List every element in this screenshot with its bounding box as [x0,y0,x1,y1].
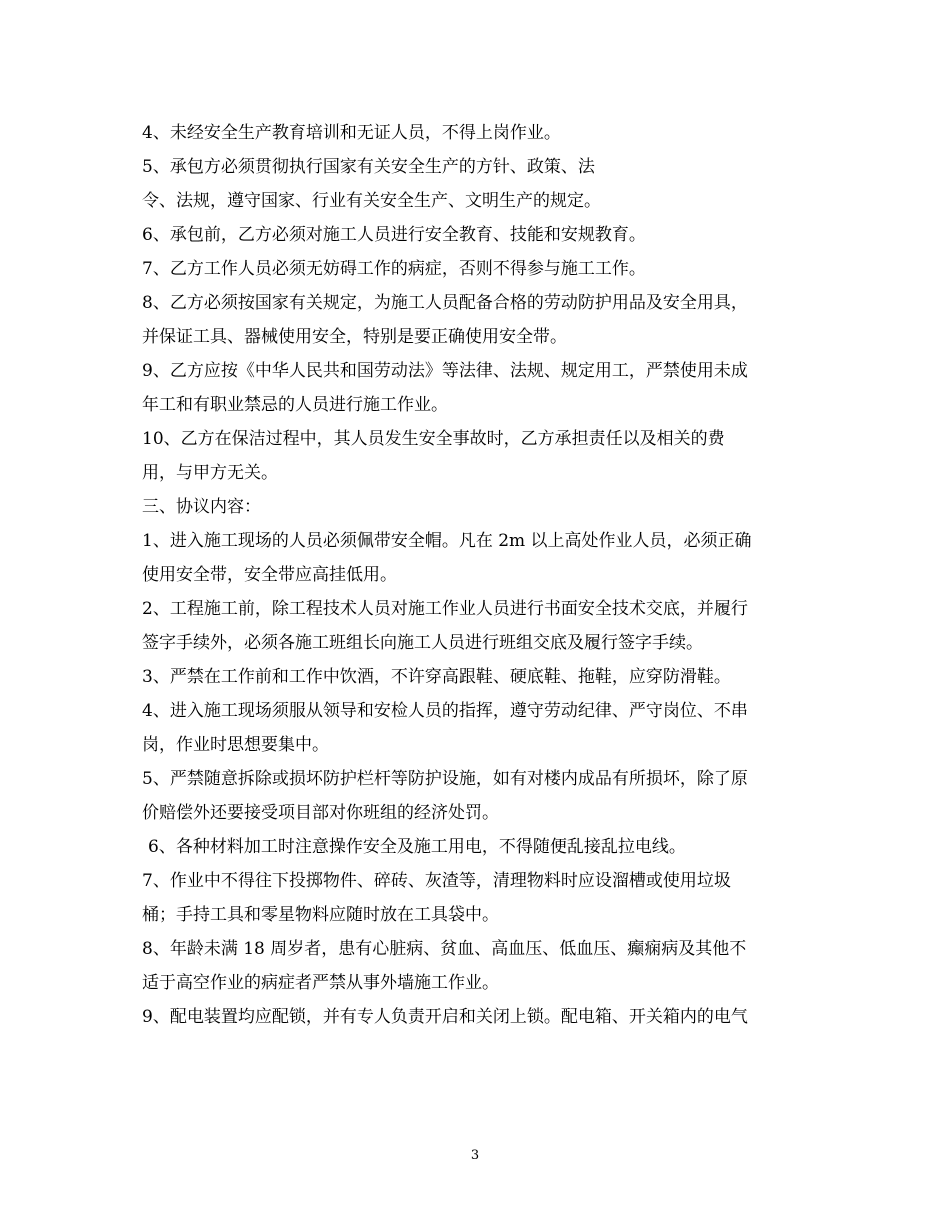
text-line: 并保证工具、器械使用安全，特别是要正确使用安全带。 [142,327,567,347]
text-line: 适于高空作业的病症者严禁从事外墙施工作业。 [142,973,499,993]
text-line: 8、乙方必须按国家有关规定，为施工人员配备合格的劳动防护用品及安全用具， [142,293,748,313]
text-line: 年工和有职业禁忌的人员进行施工作业。 [142,395,448,415]
text-line: 3、严禁在工作前和工作中饮酒，不许穿高跟鞋、硬底鞋、拖鞋，应穿防滑鞋。 [142,667,731,687]
text-line: 令、法规，遵守国家、行业有关安全生产、文明生产的规定。 [142,191,601,211]
text-line: 9、配电装置均应配锁，并有专人负责开启和关闭上锁。配电箱、开关箱内的电气 [142,1007,748,1027]
text-line: 岗，作业时思想要集中。 [142,735,329,755]
text-line: 7、作业中不得往下投掷物件、碎砖、灰渣等，清理物料时应设溜槽或使用垃圾 [142,871,731,891]
text-line: 签字手续外，必须各施工班组长向施工人员进行班组交底及履行签字手续。 [142,633,703,653]
text-line: 使用安全带，安全带应高挂低用。 [142,565,397,585]
text-line: 10、乙方在保洁过程中，其人员发生安全事故时，乙方承担责任以及相关的费 [142,429,725,449]
text-line: 7、乙方工作人员必须无妨碍工作的病症，否则不得参与施工工作。 [142,259,646,279]
text-line: 用，与甲方无关。 [142,463,278,483]
text-line: 价赔偿外还要接受项目部对你班组的经济处罚。 [142,803,499,823]
text-line: 1、进入施工现场的人员必须佩带安全帽。凡在 2m 以上高处作业人员，必须正确 [142,531,752,551]
text-line: 6、各种材料加工时注意操作安全及施工用电，不得随便乱接乱拉电线。 [148,837,686,857]
text-line: 6、承包前，乙方必须对施工人员进行安全教育、技能和安规教育。 [142,225,646,245]
text-line: 8、年龄未满 18 周岁者，患有心脏病、贫血、高血压、低血压、癫痫病及其他不 [142,939,747,959]
text-line: 9、乙方应按《中华人民共和国劳动法》等法律、法规、规定用工，严禁使用未成 [142,361,748,381]
section-heading: 三、协议内容： [142,497,261,517]
document-body [142,116,822,1034]
text-line: 4、未经安全生产教育培训和无证人员，不得上岗作业。 [142,123,561,143]
text-line: 5、承包方必须贯彻执行国家有关安全生产的方针、政策、法 [142,157,595,177]
page-number: 3 [470,1148,480,1163]
text-line: 4、进入施工现场须服从领导和安检人员的指挥，遵守劳动纪律、严守岗位、不串 [142,701,748,721]
text-line: 桶；手持工具和零星物料应随时放在工具袋中。 [142,905,499,925]
text-line: 5、严禁随意拆除或损坏防护栏杆等防护设施，如有对楼内成品有所损坏，除了原 [142,769,748,789]
text-line: 2、工程施工前，除工程技术人员对施工作业人员进行书面安全技术交底，并履行 [142,599,748,619]
